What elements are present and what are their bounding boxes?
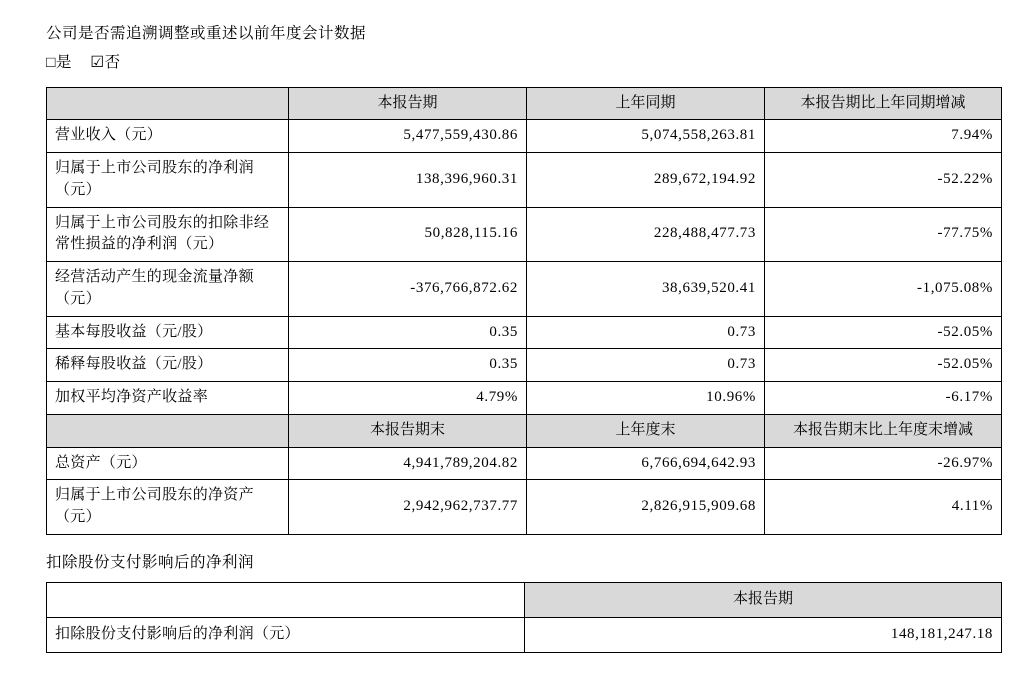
table-row [47,153,1002,208]
row-label: 经营活动产生的现金流量净额（元） [47,262,289,317]
row-previous: 6,766,694,642.93 [527,447,765,480]
row-previous: 0.73 [527,349,765,382]
table-row [47,207,1002,262]
row-change: -52.22% [765,153,1002,208]
row-current: 0.35 [289,316,527,349]
table-row [47,447,1002,480]
table-header-cell-blank [47,87,289,120]
share-payment-table [46,582,1002,653]
checkbox-checked-icon[interactable]: ☑ [90,54,105,72]
option-no[interactable] [90,54,120,71]
row-label: 稀释每股收益（元/股） [47,349,289,382]
table-row [47,262,1002,317]
table-row [47,382,1002,415]
row-current: 138,396,960.31 [289,153,527,208]
row-label: 扣除股份支付影响后的净利润（元） [47,617,525,652]
row-previous: 38,639,520.41 [527,262,765,317]
row-previous: 2,826,915,909.68 [527,480,765,535]
row-change: -52.05% [765,349,1002,382]
row-current: 5,477,559,430.86 [289,120,527,153]
row-previous: 5,074,558,263.81 [527,120,765,153]
table-header-row-2 [47,414,1002,447]
row-previous: 289,672,194.92 [527,153,765,208]
checkbox-unchecked-icon[interactable]: □ [46,54,56,72]
row-current: 4,941,789,204.82 [289,447,527,480]
table-row [47,316,1002,349]
table-row [47,480,1002,535]
row-change: -6.17% [765,382,1002,415]
row-change: -1,075.08% [765,262,1002,317]
row-current: -376,766,872.62 [289,262,527,317]
table-header-cell-change: 本报告期比上年同期增减 [765,87,1002,120]
row-previous: 0.73 [527,316,765,349]
question-text: 公司是否需追溯调整或重述以前年度会计数据 [46,25,367,42]
row-current: 50,828,115.16 [289,207,527,262]
row-current: 4.79% [289,382,527,415]
row-label: 基本每股收益（元/股） [47,316,289,349]
table-row [47,120,1002,153]
table-header-cell-previous: 上年同期 [527,87,765,120]
table-row [47,617,1002,652]
row-change: -26.97% [765,447,1002,480]
option-yes-label: 是 [55,54,72,72]
table-header-row [47,583,1002,618]
row-change: 4.11% [765,480,1002,535]
table-row [47,349,1002,382]
table-header2-cell-previous: 上年度末 [527,414,765,447]
checkbox-options-line [46,51,990,74]
table-header-row [47,87,1002,120]
table-header2-cell-current: 本报告期末 [289,414,527,447]
table-header2-cell-change: 本报告期末比上年度末增减 [765,414,1002,447]
row-label: 归属于上市公司股东的净利润（元） [47,153,289,208]
section2-header-blank [47,583,525,618]
row-previous: 10.96% [527,382,765,415]
row-label: 加权平均净资产收益率 [47,382,289,415]
table-header-cell-current: 本报告期 [289,87,527,120]
row-label: 归属于上市公司股东的净资产（元） [47,480,289,535]
row-value: 148,181,247.18 [525,617,1002,652]
table-header2-cell-blank [47,414,289,447]
row-previous: 228,488,477.73 [527,207,765,262]
option-yes[interactable] [46,54,72,71]
row-change: -77.75% [765,207,1002,262]
financial-summary-table [46,87,1002,535]
row-current: 2,942,962,737.77 [289,480,527,535]
section2-title: 扣除股份支付影响后的净利润 [46,553,255,571]
row-current: 0.35 [289,349,527,382]
row-label: 总资产（元） [47,447,289,480]
section2-header-current: 本报告期 [525,583,1002,618]
row-change: 7.94% [765,120,1002,153]
row-label: 归属于上市公司股东的扣除非经常性损益的净利润（元） [47,207,289,262]
row-change: -52.05% [765,316,1002,349]
row-label: 营业收入（元） [47,120,289,153]
option-no-label: 否 [104,54,121,72]
